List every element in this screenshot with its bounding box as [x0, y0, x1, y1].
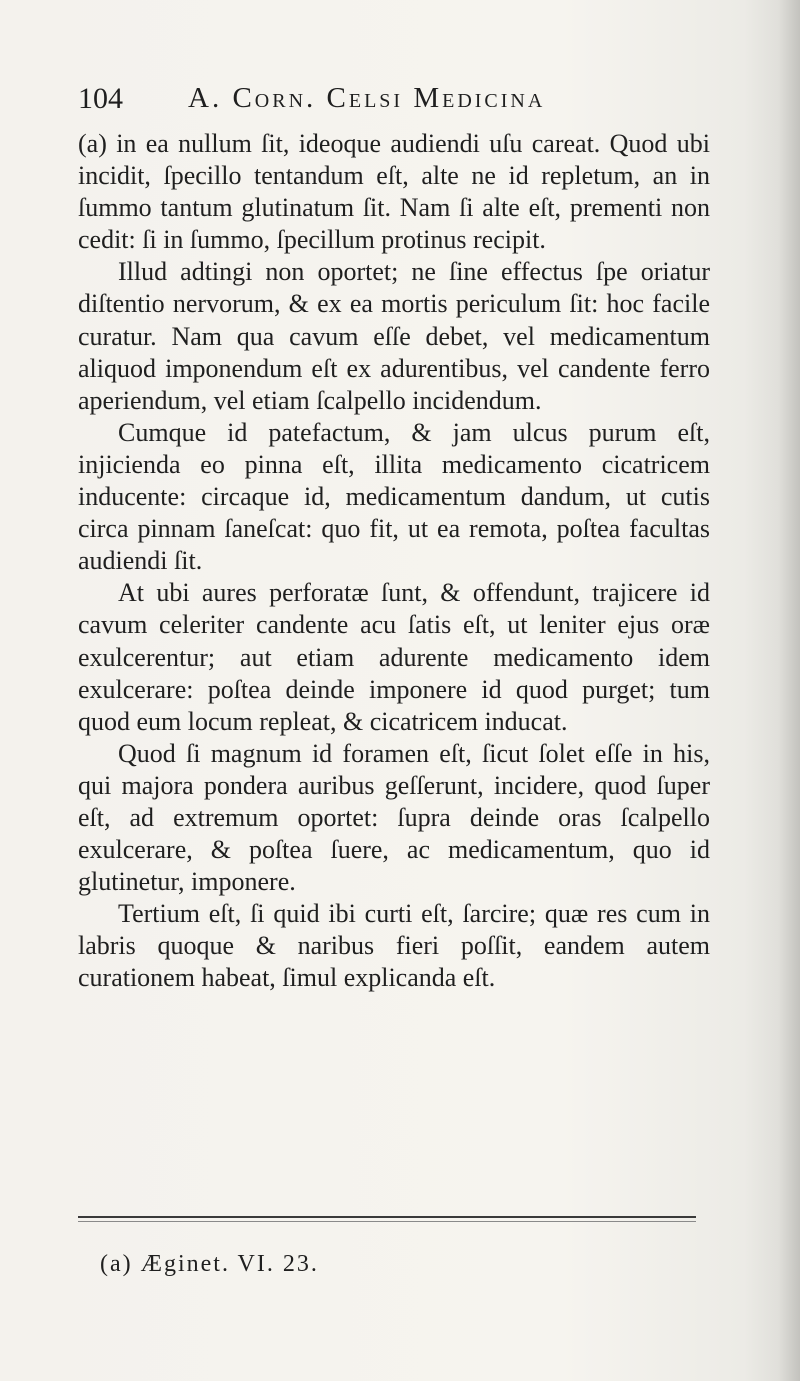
paragraph: Illud adtingi non oportet; ne ſine effectus ſpe oriatur diſtentio nervorum, & ex ea mortis periculum ſit: hoc facile curatur. Nam qua cavum eſſe debet, vel medicamentum aliquod imponendum eſt ex adurentibus, vel candente ferro aperiendum, vel etiam ſcalpello incidendum. [78, 257, 710, 415]
body-text [78, 128, 710, 995]
paragraph: Quod ſi magnum id foramen eſt, ſicut ſolet eſſe in his, qui majora pondera auribus geſſerunt, incidere, quod ſuper eſt, ad extremum oportet: ſupra deinde oras ſcalpello exulcerare, & poſtea ſuere, ac medicamentum, quo id glutinetur, imponere. [78, 738, 710, 897]
footnote-rule-thin [78, 1221, 696, 1222]
paragraph: (a) in ea nullum ſit, ideoque audiendi uſu careat. Quod ubi incidit, ſpecillo tentandum eſt, alte ne id repletum, an in ſummo tantum glutinatum ſit. Nam ſi alte eſt, prementi non cedit: ſi in ſummo, ſpecillum protinus recipit. [78, 129, 710, 255]
page-edge-shadow [778, 0, 800, 1381]
paragraph: Cumque id patefactum, & jam ulcus purum eſt, injicienda eo pinna eſt, illita medicamento cicatricem inducente: circaque id, medicamentum dandum, ut cutis circa pinnam ſaneſcat: quo fit, ut ea remota, poſtea facultas audiendi ſit. [78, 417, 710, 576]
running-title: A. Corn. Celsi Medicina [188, 82, 546, 114]
paragraph: Tertium eſt, ſi quid ibi curti eſt, ſarcire; quæ res cum in labris quoque & naribus fieri poſſit, eandem autem curationem habeat, ſimul explicanda eſt. [78, 899, 710, 993]
footnote: (a) Æginet. VI. 23. [100, 1251, 319, 1277]
page-header [78, 82, 658, 122]
footnote-rule [78, 1216, 696, 1218]
paragraph: At ubi aures perforatæ ſunt, & offendunt, trajicere id cavum celeriter candente acu ſatis eſt, ut leniter ejus oræ exulcerentur; aut etiam adurente medicamento idem exulcerare: poſtea deinde imponere id quod purget; tum quod eum locum repleat, & cicatricem inducat. [78, 578, 710, 736]
page-number: 104 [78, 82, 123, 115]
